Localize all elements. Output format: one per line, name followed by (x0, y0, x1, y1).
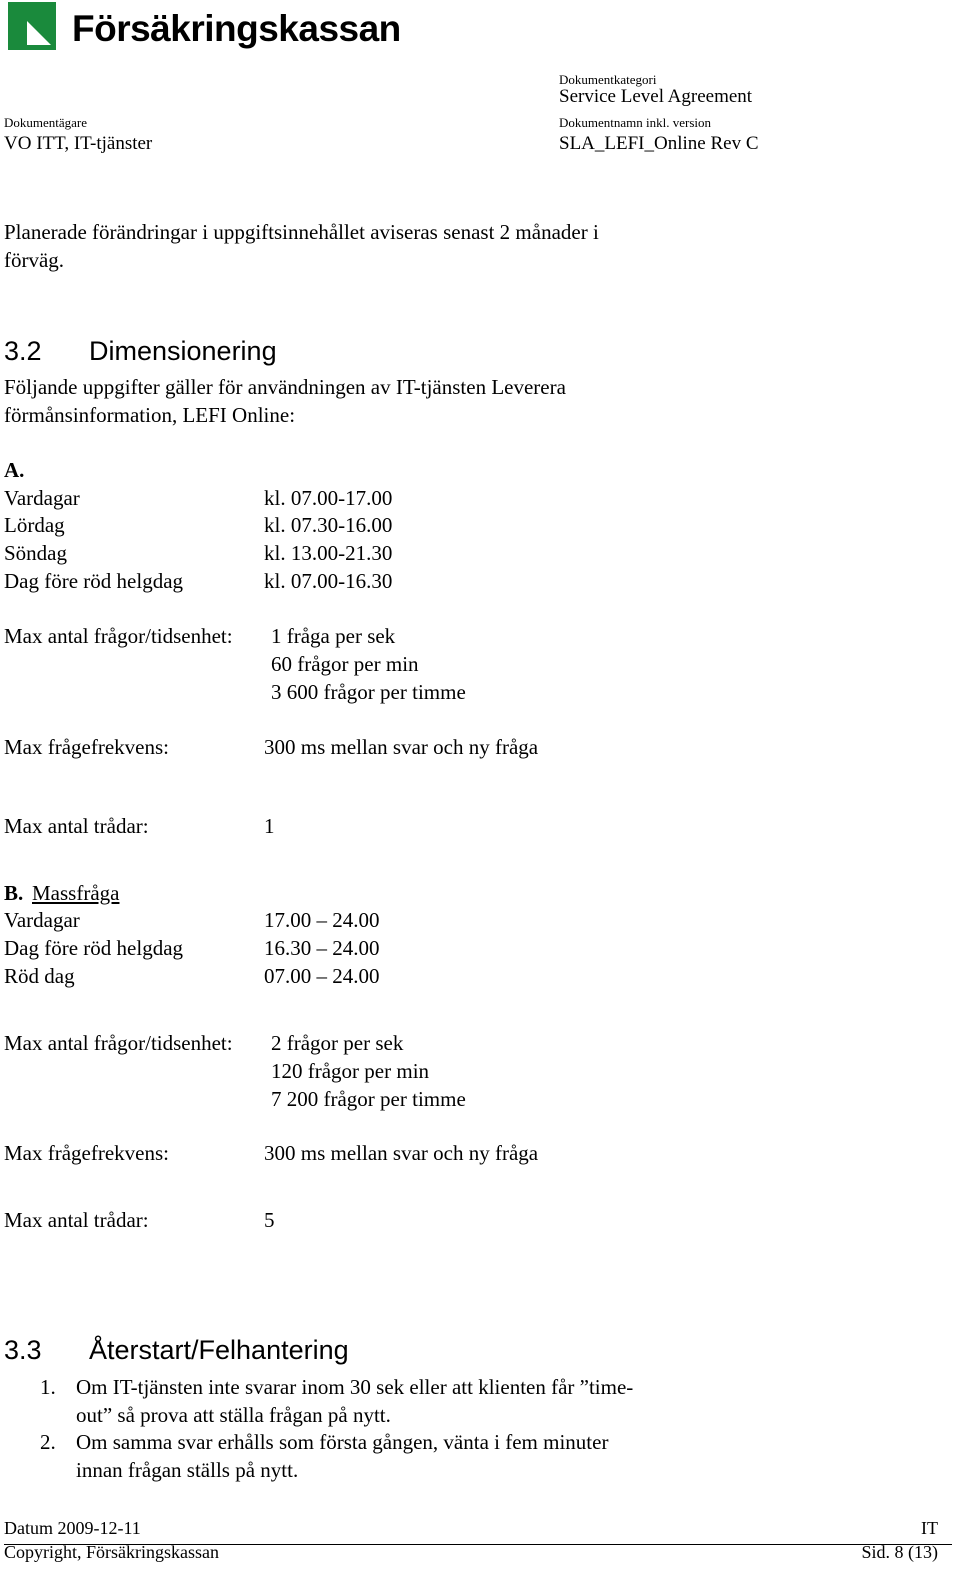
list-item-text: out” så prova att ställa frågan på nytt. (76, 1403, 391, 1427)
schedule-time: 16.30 – 24.00 (264, 936, 380, 960)
section-3-3-number: 3.3 (4, 1335, 42, 1365)
part-b-label: B. (4, 881, 24, 905)
max-questions-value: 7 200 frågor per timme (271, 1087, 466, 1111)
logo-icon (8, 2, 56, 50)
logo (8, 2, 56, 50)
max-freq-label: Max frågefrekvens: (4, 1141, 170, 1165)
schedule-day: Söndag (4, 541, 67, 565)
max-freq-value: 300 ms mellan svar och ny fråga (264, 1141, 539, 1165)
part-a-label: A. (4, 458, 25, 482)
section-3-2-title: Dimensionering (89, 336, 277, 366)
schedule-time: kl. 07.00-17.00 (264, 486, 393, 510)
list-item-text: innan frågan ställs på nytt. (76, 1458, 299, 1482)
max-freq-value: 300 ms mellan svar och ny fråga (264, 735, 539, 759)
doc-name-label: Dokumentnamn inkl. version (559, 115, 712, 130)
section-3-2-para-1: Följande uppgifter gäller för användningen av IT-tjänsten Leverera (4, 375, 566, 399)
max-questions-value: 2 frågor per sek (271, 1031, 404, 1055)
footer-dept: IT (921, 1518, 938, 1538)
max-questions-value: 120 frågor per min (271, 1059, 430, 1083)
schedule-day: Vardagar (4, 486, 80, 510)
footer-copyright: Copyright, Försäkringskassan (4, 1542, 219, 1562)
doc-name-value: SLA_LEFI_Online Rev C (559, 133, 759, 154)
schedule-time: 07.00 – 24.00 (264, 964, 380, 988)
max-threads-label: Max antal trådar: (4, 1208, 149, 1232)
doc-category-value: Service Level Agreement (559, 86, 753, 107)
schedule-time: kl. 07.00-16.30 (264, 569, 393, 593)
max-questions-value: 60 frågor per min (271, 652, 419, 676)
schedule-time: 17.00 – 24.00 (264, 908, 380, 932)
footer-date: Datum 2009-12-11 (4, 1518, 141, 1538)
logo-text: Försäkringskassan (72, 8, 401, 49)
schedule-time: kl. 13.00-21.30 (264, 541, 393, 565)
list-item-number: 1. (40, 1375, 56, 1399)
schedule-day: Röd dag (4, 964, 75, 988)
section-3-2-para-2: förmånsinformation, LEFI Online: (4, 403, 296, 427)
doc-owner-label: Dokumentägare (4, 115, 88, 130)
max-freq-label: Max frågefrekvens: (4, 735, 170, 759)
intro-line-2: förväg. (4, 248, 65, 272)
schedule-day: Dag före röd helgdag (4, 569, 184, 593)
schedule-day: Vardagar (4, 908, 80, 932)
footer-page: Sid. 8 (13) (861, 1542, 938, 1562)
list-item-text: Om IT-tjänsten inte svarar inom 30 sek eller att klienten får ”time- (76, 1375, 634, 1399)
doc-owner-value: VO ITT, IT-tjänster (4, 133, 153, 154)
section-3-2-number: 3.2 (4, 336, 42, 366)
doc-category-label: Dokumentkategori (559, 72, 657, 87)
list-item-number: 2. (40, 1430, 56, 1454)
max-threads-value: 5 (264, 1208, 275, 1232)
max-threads-value: 1 (264, 814, 275, 838)
max-questions-value: 3 600 frågor per timme (271, 680, 466, 704)
max-questions-value: 1 fråga per sek (271, 624, 396, 648)
section-3-3-title: Återstart/Felhantering (89, 1335, 349, 1365)
max-questions-label: Max antal frågor/tidsenhet: (4, 624, 233, 648)
part-b-title: Massfråga (32, 881, 120, 905)
schedule-time: kl. 07.30-16.00 (264, 513, 393, 537)
intro-line-1: Planerade förändringar i uppgiftsinnehållet aviseras senast 2 månader i (4, 220, 599, 244)
max-questions-label: Max antal frågor/tidsenhet: (4, 1031, 233, 1055)
schedule-day: Lördag (4, 513, 65, 537)
schedule-day: Dag före röd helgdag (4, 936, 184, 960)
max-threads-label: Max antal trådar: (4, 814, 149, 838)
list-item-text: Om samma svar erhålls som första gången, vänta i fem minuter (76, 1430, 609, 1454)
